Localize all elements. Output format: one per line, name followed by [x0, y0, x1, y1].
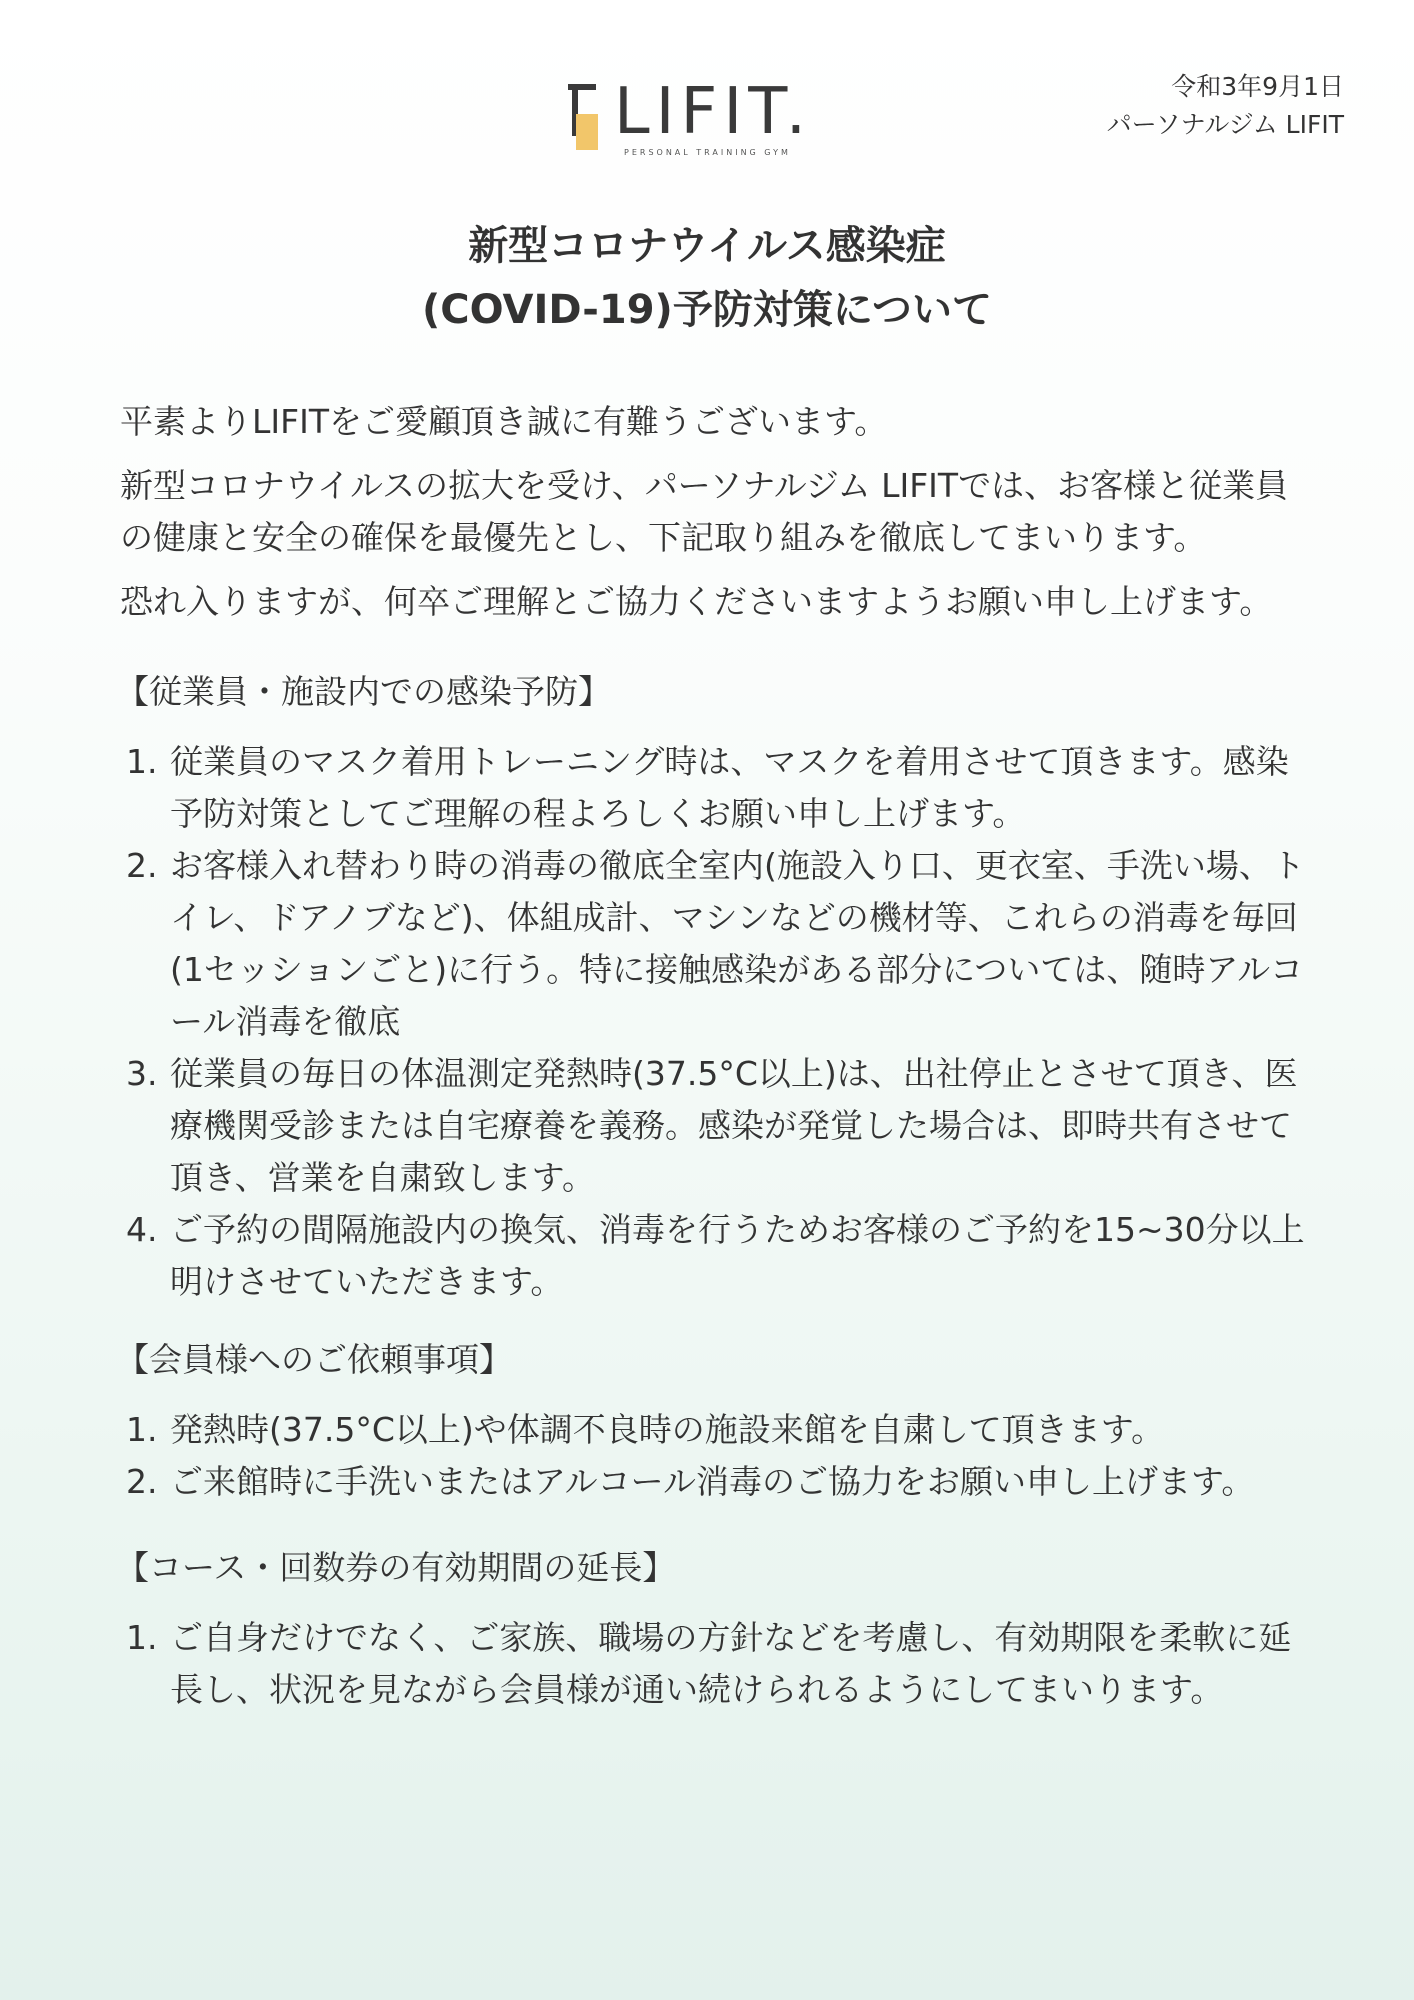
logo-mark-icon [568, 84, 604, 150]
lifit-logo [568, 70, 813, 160]
intro-paragraph-1: 平素よりLIFITをご愛顧頂き誠に有難うございます。 [120, 402, 888, 441]
staff-measures-list [120, 736, 1320, 1308]
list-item: 2. ご来館時に手洗いまたはアルコール消毒のご協力をお願い申し上げます。 [168, 1456, 1320, 1508]
list-item: 1. ご自身だけでなく、ご家族、職場の方針などを考慮し、有効期限を柔軟に延長し、状況を見ながら会員様が通い続けられるようにしてまいります。 [168, 1612, 1320, 1716]
logo-tagline: PERSONAL TRAINING GYM [624, 148, 791, 157]
section-heading-members: 【会員様へのご依頼事項】 [116, 1340, 512, 1379]
title-line-1: 新型コロナウイルス感染症 [468, 223, 946, 269]
list-item: 1. 発熱時(37.5°C以上)や体調不良時の施設来館を自粛して頂きます。 [168, 1404, 1320, 1456]
logo-wordmark: LIFIT. [614, 75, 813, 149]
page-title [0, 214, 1414, 342]
title-line-2: (COVID-19)予防対策について [421, 287, 993, 333]
header-meta [1107, 68, 1344, 144]
list-item: 4. ご予約の間隔施設内の換気、消毒を行うためお客様のご予約を15~30分以上明けさせていただきます。 [168, 1204, 1320, 1308]
extension-list [120, 1612, 1320, 1716]
list-item: 2. お客様入れ替わり時の消毒の徹底全室内(施設入り口、更衣室、手洗い場、トイレ、ドアノブなど)、体組成計、マシンなどの機材等、これらの消毒を毎回(1セッションごと)に行う。特に接触感染がある部分については、随時アルコール消毒を徹底 [168, 840, 1320, 1048]
intro-paragraph-3: 恐れ入りますが、何卒ご理解とご協力くださいますようお願い申し上げます。 [120, 582, 1273, 621]
notice-body [116, 396, 1320, 1730]
intro-paragraph-2: 新型コロナウイルスの拡大を受け、パーソナルジム LIFITでは、お客様と従業員の健康と安全の確保を最優先とし、下記取り組みを徹底してまいります。 [120, 466, 1289, 557]
list-item: 3. 従業員の毎日の体温測定発熱時(37.5°C以上)は、出社停止とさせて頂き、医療機関受診または自宅療養を義務。感染が発覚した場合は、即時共有させて頂き、営業を自粛致します。 [168, 1048, 1320, 1204]
organization-name: パーソナルジム LIFIT [1106, 110, 1344, 139]
section-heading-extension: 【コース・回数券の有効期間の延長】 [116, 1548, 676, 1587]
section-heading-staff: 【従業員・施設内での感染予防】 [116, 672, 611, 711]
issue-date: 令和3年9月1日 [1171, 72, 1344, 101]
member-requests-list [120, 1404, 1320, 1508]
list-item: 1. 従業員のマスク着用トレーニング時は、マスクを着用させて頂きます。感染予防対策としてご理解の程よろしくお願い申し上げます。 [168, 736, 1320, 840]
